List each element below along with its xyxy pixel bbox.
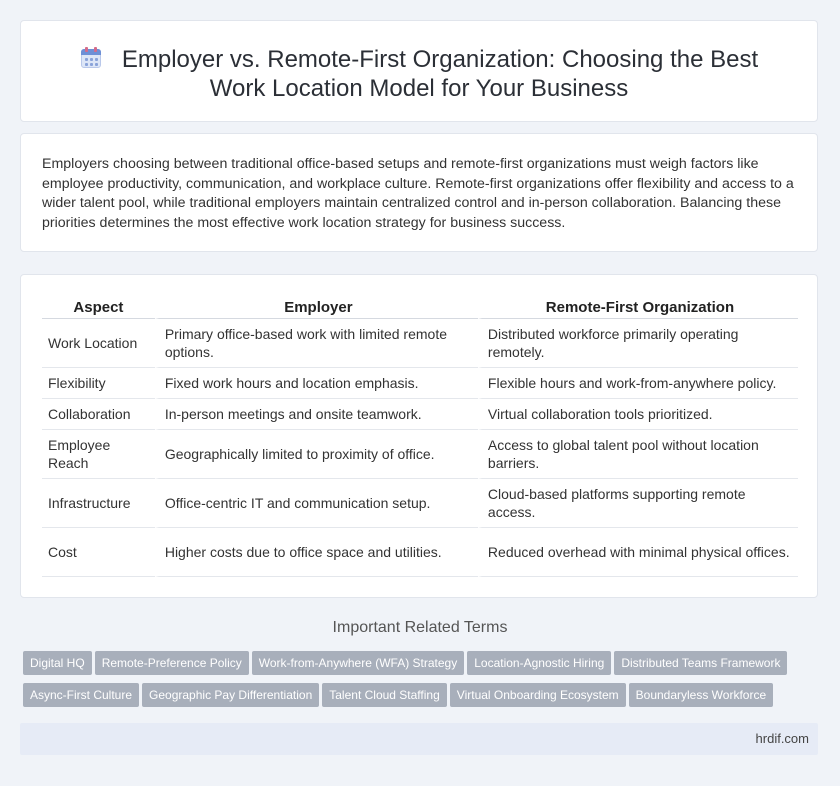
calendar-icon (80, 47, 102, 69)
comparison-card (20, 274, 818, 598)
table-cell: Infrastructure (42, 479, 155, 528)
footer (20, 723, 818, 755)
footer-site-name[interactable]: hrdif.com (755, 731, 809, 746)
table-row (42, 319, 798, 368)
related-term-tag[interactable]: Async-First Culture (23, 683, 139, 707)
table-cell: Primary office-based work with limited remote options. (155, 319, 478, 368)
table-cell: Flexible hours and work-from-anywhere policy. (478, 368, 798, 399)
table-cell: Flexibility (42, 368, 155, 399)
table-row (42, 399, 798, 430)
table-cell: Employee Reach (42, 430, 155, 479)
related-term-tag[interactable]: Digital HQ (23, 651, 92, 675)
table-cell: Cloud-based platforms supporting remote access. (478, 479, 798, 528)
column-header-aspect: Aspect (42, 296, 155, 319)
table-cell: Office-centric IT and communication setup. (155, 479, 478, 528)
table-cell: Higher costs due to office space and utilities. (155, 528, 478, 577)
table-cell: Reduced overhead with minimal physical offices. (478, 528, 798, 577)
page-title: Employer vs. Remote-First Organization: Choosing the Best Work Location Model for Your Business (121, 46, 759, 102)
table-row (42, 430, 798, 479)
related-term-tag[interactable]: Work-from-Anywhere (WFA) Strategy (252, 651, 464, 675)
related-term-tag[interactable]: Distributed Teams Framework (614, 651, 787, 675)
related-term-tag[interactable]: Boundaryless Workforce (629, 683, 774, 707)
table-cell: Collaboration (42, 399, 155, 430)
table-cell: Access to global talent pool without location barriers. (478, 430, 798, 479)
related-terms-row (23, 683, 823, 707)
table-cell: Work Location (42, 319, 155, 368)
column-header-employer: Employer (155, 296, 478, 319)
table-cell: Fixed work hours and location emphasis. (155, 368, 478, 399)
comparison-table (42, 296, 798, 577)
table-cell: Cost (42, 528, 155, 577)
table-cell: Distributed workforce primarily operating remotely. (478, 319, 798, 368)
related-term-tag[interactable]: Remote-Preference Policy (95, 651, 249, 675)
table-header-row (42, 296, 798, 319)
related-term-tag[interactable]: Location-Agnostic Hiring (467, 651, 611, 675)
table-cell: Geographically limited to proximity of office. (155, 430, 478, 479)
table-cell: Virtual collaboration tools prioritized. (478, 399, 798, 430)
column-header-remote-first: Remote-First Organization (478, 296, 798, 319)
intro-card (20, 133, 818, 252)
table-cell: In-person meetings and onsite teamwork. (155, 399, 478, 430)
intro-paragraph: Employers choosing between traditional office-based setups and remote-first organizations must weigh factors like employee productivity, communication, and workplace culture. Remote-first organizations offer flexibility and access to a wider talent pool, while traditional employers maintain centralized control and in-person collaboration. Balancing these priorities determines the most effective work location strategy for business success. (42, 156, 794, 231)
related-terms-row (23, 651, 823, 675)
related-terms-title: Important Related Terms (332, 619, 508, 636)
related-term-tag[interactable]: Virtual Onboarding Ecosystem (450, 683, 626, 707)
page-title-wrap (51, 45, 787, 103)
related-term-tag[interactable]: Talent Cloud Staffing (322, 683, 447, 707)
related-term-tag[interactable]: Geographic Pay Differentiation (142, 683, 319, 707)
table-row (42, 528, 798, 577)
header-card (20, 20, 818, 122)
table-row (42, 479, 798, 528)
table-row (42, 368, 798, 399)
